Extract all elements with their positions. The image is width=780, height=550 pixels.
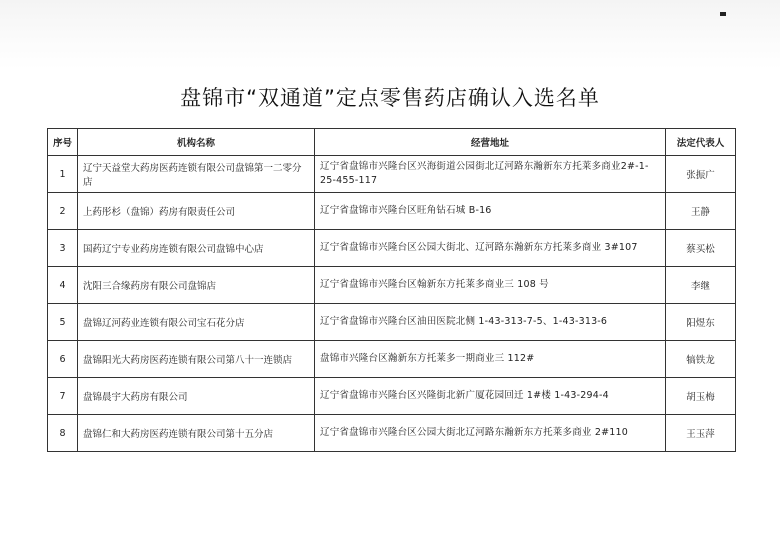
row-number: 3 <box>48 230 78 267</box>
business-address: 辽宁省盘锦市兴隆台区公园大街北、辽河路东瀚新东方托莱多商业 3#107 <box>315 230 666 267</box>
business-address: 辽宁省盘锦市兴隆台区旺角钻石城 B-16 <box>315 193 666 230</box>
institution-name: 沈阳三合缘药房有限公司盘锦店 <box>78 267 315 304</box>
legal-representative: 王静 <box>666 193 736 230</box>
institution-name: 盘锦仁和大药房医药连锁有限公司第十五分店 <box>78 415 315 452</box>
institution-name: 盘锦阳光大药房医药连锁有限公司第八十一连锁店 <box>78 341 315 378</box>
row-number: 8 <box>48 415 78 452</box>
pharmacy-table <box>47 128 736 452</box>
table-header-row <box>48 129 736 156</box>
row-number: 6 <box>48 341 78 378</box>
business-address: 盘锦市兴隆台区瀚新东方托莱多一期商业三 112# <box>315 341 666 378</box>
scan-mark <box>720 12 726 16</box>
table-row <box>48 156 736 193</box>
legal-representative: 犒铁龙 <box>666 341 736 378</box>
row-number: 4 <box>48 267 78 304</box>
row-number: 1 <box>48 156 78 193</box>
table-row <box>48 267 736 304</box>
business-address: 辽宁省盘锦市兴隆台区兴海街道公园街北辽河路东瀚新东方托莱多商业2#-1-25-455-117 <box>315 156 666 193</box>
business-address: 辽宁省盘锦市兴隆台区油田医院北侧 1-43-313-7-5、1-43-313-6 <box>315 304 666 341</box>
header-rep: 法定代表人 <box>666 129 736 156</box>
table-row <box>48 341 736 378</box>
table-row <box>48 230 736 267</box>
document-title: 盘锦市“双通道”定点零售药店确认入选名单 <box>180 86 600 110</box>
business-address: 辽宁省盘锦市兴隆台区公园大街北辽河路东瀚新东方托莱多商业 2#110 <box>315 415 666 452</box>
institution-name: 辽宁天益堂大药房医药连锁有限公司盘锦第一二零分店 <box>78 156 315 193</box>
header-address: 经营地址 <box>315 129 666 156</box>
header-name: 机构名称 <box>78 129 315 156</box>
institution-name: 国药辽宁专业药房连锁有限公司盘锦中心店 <box>78 230 315 267</box>
business-address: 辽宁省盘锦市兴隆台区翰新东方托莱多商业三 108 号 <box>315 267 666 304</box>
row-number: 5 <box>48 304 78 341</box>
institution-name: 上药彤杉（盘锦）药房有限责任公司 <box>78 193 315 230</box>
legal-representative: 胡玉梅 <box>666 378 736 415</box>
institution-name: 盘锦辽河药业连锁有限公司宝石花分店 <box>78 304 315 341</box>
header-no: 序号 <box>48 129 78 156</box>
legal-representative: 张振广 <box>666 156 736 193</box>
business-address: 辽宁省盘锦市兴隆台区兴隆街北新广厦花园回迁 1#楼 1-43-294-4 <box>315 378 666 415</box>
table-row <box>48 378 736 415</box>
row-number: 2 <box>48 193 78 230</box>
institution-name: 盘锦晨宇大药房有限公司 <box>78 378 315 415</box>
legal-representative: 蔡买松 <box>666 230 736 267</box>
row-number: 7 <box>48 378 78 415</box>
legal-representative: 阳煜东 <box>666 304 736 341</box>
legal-representative: 王玉萍 <box>666 415 736 452</box>
table-row <box>48 415 736 452</box>
legal-representative: 李继 <box>666 267 736 304</box>
table-row <box>48 304 736 341</box>
table-row <box>48 193 736 230</box>
